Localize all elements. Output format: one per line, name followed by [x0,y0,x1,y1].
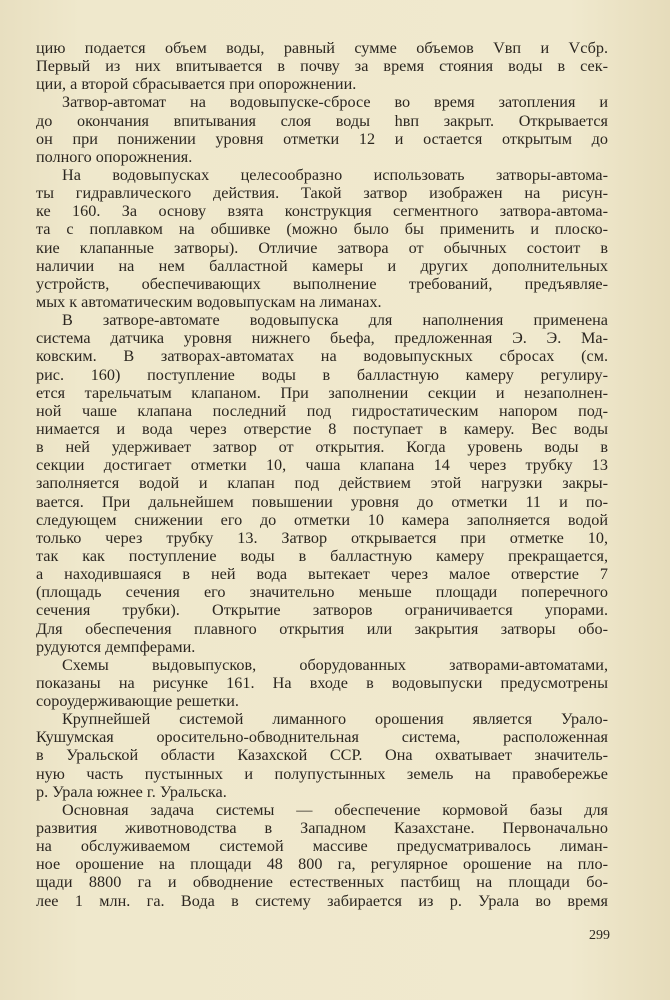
text-line: мых к автоматическим водовыпускам на лиманах. [36,292,382,311]
text-line: ке 160. За основу взята конструкция сегментного затвора-автома- [36,202,608,221]
text-line: лее 1 млн. га. Вода в систему забирается из р. Урала во время [36,891,608,910]
text-line: в Уральской области Казахской ССР. Она охватывает значитель- [36,746,608,765]
text-line: секции достигает отметки 10, чаша клапана 14 через трубку 13 [36,456,608,475]
text-line: ется тарельчатым клапаном. При заполнении секции и незаполнен- [36,383,608,402]
text-line: Затвор-автомат на водовыпуске-сбросе во время затопления и [62,93,608,112]
text-line: на обслуживаемом системой массиве предусматривалось лиман- [36,837,608,856]
text-line: только через трубку 13. Затвор открывается при отметке 10, [36,528,608,547]
paragraph [36,801,608,910]
page-number: 299 [589,928,610,943]
paragraph [36,656,608,710]
text-line: ную часть пустынных и полупустынных земель на правобережье [36,764,608,783]
paragraph [36,39,608,93]
text-line: Основная задача системы — обеспечение кормовой базы для [62,800,608,819]
text-line: он при понижении уровня отметки 12 и остается открытым до [36,129,608,148]
text-line: Для обеспечения плавного открытия или закрытия затворы обо- [36,619,608,638]
text-line: полного опорожнения. [36,147,193,166]
text-line: а находившаяся в ней вода вытекает через малое отверстие 7 [36,565,608,584]
text-line: Схемы выдовыпусков, оборудованных затворами-автоматами, [62,655,608,674]
text-line: ное орошение на площади 48 800 га, регулярное орошение на пло- [36,855,608,874]
text-line: наличии на нем балластной камеры и других дополнительных [36,256,608,275]
text-line: Первый из них впитывается в почву за время стояния воды в сек- [36,57,608,76]
text-line: нимается и вода через отверстие 8 поступает в камеру. Вес воды [36,419,608,438]
body-text [36,39,608,910]
text-line: показаны на рисунке 161. На входе в водовыпуски предусмотрены [36,673,608,692]
text-line: устройств, обеспечивающих выполнение требований, предъявляе- [36,274,608,293]
text-line: ты гидравлического действия. Такой затвор изображен на рисун- [36,184,608,203]
text-line: та с поплавком на обшивке (можно было бы применить и плоско- [36,220,608,239]
text-line: Крупнейшей системой лиманного орошения является Урало- [62,710,608,729]
text-line: развития животноводства в Западном Казахстане. Первоначально [36,819,608,838]
text-line: заполняется водой и клапан под действием этой нагрузки закры- [36,474,608,493]
paragraph [36,93,608,166]
text-line: В затворе-автомате водовыпуска для наполнения применена [62,311,608,330]
text-line: щади 8800 га и обводнение естественных пастбищ на площади бо- [36,873,608,892]
text-line: ковским. В затворах-автоматах на водовыпускных сбросах (см. [36,347,608,366]
text-line: следующем снижении его до отметки 10 камера заполняется водой [36,510,608,529]
text-line: рудуются демпферами. [36,637,196,656]
paragraph [36,166,608,311]
paragraph [36,710,608,801]
text-line: ной чаше клапана последний под гидростатическим напором под- [36,401,608,420]
paragraph [36,311,608,656]
text-line: рис. 160) поступление воды в балластную камеру регулиру- [36,365,608,384]
text-line: Кушумская оросительно-обводнительная система, расположенная [36,728,608,747]
text-line: ции, а второй сбрасывается при опорожнении. [36,75,357,94]
text-line: сороудерживающие решетки. [36,692,239,711]
text-line: в ней удерживает затвор от открытия. Когда уровень воды в [36,438,608,457]
text-line: цию подается объем воды, равный сумме объемов Vвп и Vсбр. [36,39,608,57]
text-line: кие клапанные затворы). Отличие затвора от обычных состоит в [36,238,608,257]
text-line: вается. При дальнейшем повышении уровня до отметки 11 и по- [36,492,608,511]
text-line: так как поступление воды в балластную камеру прекращается, [36,546,608,565]
text-line: р. Урала южнее г. Уральска. [36,782,227,801]
text-line: система датчика уровня нижнего бьефа, предложенная Э. Э. Ма- [36,329,608,348]
text-line: сечения трубки). Открытие затворов ограничивается упорами. [36,601,608,620]
text-line: до окончания впитывания слоя воды hвп закрыт. Открывается [36,111,608,130]
text-line: На водовыпусках целесообразно использовать затворы-автома- [62,165,608,184]
text-line: (площадь сечения его значительно меньше площади поперечного [36,583,608,602]
